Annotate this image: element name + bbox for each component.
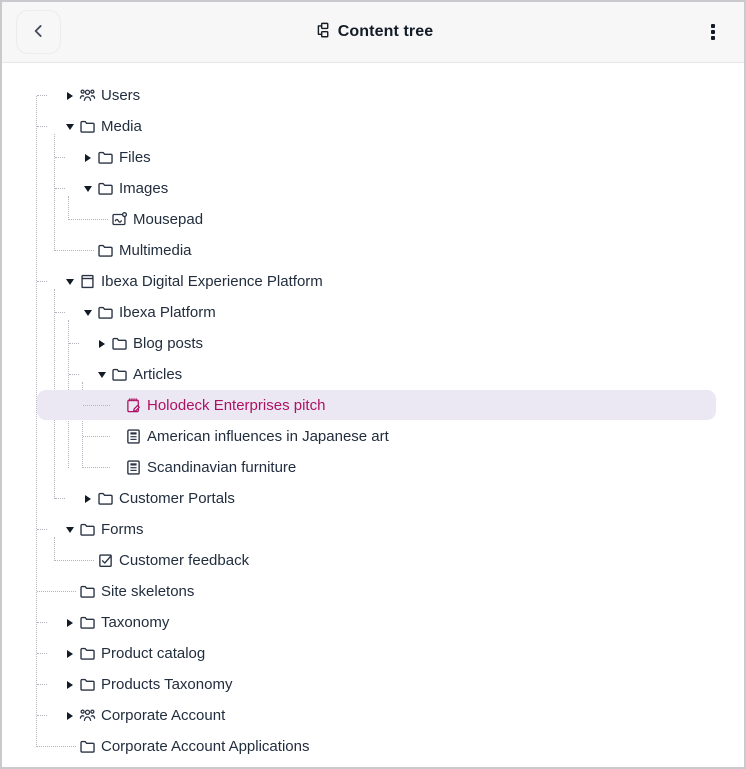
- collapse-toggle-icon[interactable]: [63, 120, 76, 133]
- tree-node: [36, 607, 716, 638]
- tree-item-multimedia[interactable]: [54, 235, 716, 266]
- tree-item-label: Files: [119, 149, 151, 166]
- folder-icon: [111, 366, 128, 383]
- tree-item-customer-feedback[interactable]: [54, 545, 716, 576]
- arrow-placeholder: [63, 740, 76, 753]
- tree-item-label: Corporate Account Applications: [101, 738, 310, 755]
- panel-header: [2, 2, 744, 63]
- collapse-toggle-icon[interactable]: [63, 523, 76, 536]
- tree-item-label: Ibexa Platform: [119, 304, 216, 321]
- tree-branch-list: [54, 142, 716, 266]
- tree-item-label: Articles: [133, 366, 183, 383]
- tree-item-ibexa-digital-experience-platform[interactable]: [36, 266, 716, 297]
- tree-branch-list: [68, 204, 716, 235]
- kebab-menu-icon: [711, 24, 715, 40]
- tree-item-label: American influences in Japanese art: [147, 428, 389, 445]
- tree-node: [36, 669, 716, 700]
- page-title: Content tree: [337, 23, 434, 40]
- tree-node: [54, 297, 716, 483]
- site-icon: [79, 273, 96, 290]
- tree-root-list: [36, 80, 716, 762]
- folder-icon: [79, 521, 96, 538]
- expand-toggle-icon[interactable]: [63, 678, 76, 691]
- article-icon: [125, 428, 142, 445]
- tree-item-label: Customer feedback: [119, 552, 250, 569]
- tree-item-holodeck-enterprises-pitch[interactable]: [82, 390, 716, 421]
- folder-icon: [97, 180, 114, 197]
- tree-item-label: Customer Portals: [119, 490, 235, 507]
- tree-node: [36, 266, 716, 514]
- tree-node: [36, 638, 716, 669]
- arrow-placeholder: [95, 213, 108, 226]
- tree-item-users[interactable]: [36, 80, 716, 111]
- tree-item-label: Taxonomy: [101, 614, 170, 631]
- article-icon: [125, 459, 142, 476]
- folder-icon: [111, 335, 128, 352]
- expand-toggle-icon[interactable]: [63, 616, 76, 629]
- tree-node: [54, 142, 716, 173]
- arrow-placeholder: [109, 461, 122, 474]
- tree-item-label: Images: [119, 180, 169, 197]
- tree-item-mousepad[interactable]: [68, 204, 716, 235]
- folder-icon: [79, 738, 96, 755]
- folder-icon: [97, 242, 114, 259]
- tree-item-site-skeletons[interactable]: [36, 576, 716, 607]
- collapse-toggle-icon[interactable]: [81, 182, 94, 195]
- tree-item-corporate-account[interactable]: [36, 700, 716, 731]
- expand-toggle-icon[interactable]: [81, 492, 94, 505]
- folder-icon: [79, 645, 96, 662]
- expand-toggle-icon[interactable]: [63, 647, 76, 660]
- tree-item-customer-portals[interactable]: [54, 483, 716, 514]
- users-icon: [79, 707, 96, 724]
- tree-node: [36, 514, 716, 576]
- expand-toggle-icon[interactable]: [63, 709, 76, 722]
- folder-icon: [97, 149, 114, 166]
- tree-node: [82, 452, 716, 483]
- tree-item-images[interactable]: [54, 173, 716, 204]
- arrow-placeholder: [81, 244, 94, 257]
- tree-node: [36, 700, 716, 731]
- content-tree-icon: [313, 21, 331, 44]
- kebab-menu-button[interactable]: [696, 15, 730, 49]
- tree-branch-list: [68, 328, 716, 483]
- expand-toggle-icon[interactable]: [63, 89, 76, 102]
- tree-node: [36, 111, 716, 266]
- panel-title: [2, 21, 744, 44]
- tree-item-label: Users: [101, 87, 141, 104]
- tree-item-label: Forms: [101, 521, 144, 538]
- tree-node: [68, 204, 716, 235]
- tree-item-label: Mousepad: [133, 211, 204, 228]
- tree-item-corporate-account-applications[interactable]: [36, 731, 716, 762]
- tree-branch-list: [54, 297, 716, 514]
- collapse-toggle-icon[interactable]: [63, 275, 76, 288]
- folder-icon: [79, 118, 96, 135]
- tree-item-label: Multimedia: [119, 242, 192, 259]
- tree-item-product-catalog[interactable]: [36, 638, 716, 669]
- folder-icon: [79, 614, 96, 631]
- folder-icon: [79, 583, 96, 600]
- folder-icon: [79, 676, 96, 693]
- tree-item-american-influences-in-japanese-art[interactable]: [82, 421, 716, 452]
- users-icon: [79, 87, 96, 104]
- arrow-placeholder: [63, 585, 76, 598]
- tree-item-blog-posts[interactable]: [68, 328, 716, 359]
- tree-node: [82, 390, 716, 421]
- expand-toggle-icon[interactable]: [81, 151, 94, 164]
- arrow-placeholder: [109, 399, 122, 412]
- arrow-placeholder: [81, 554, 94, 567]
- tree-item-files[interactable]: [54, 142, 716, 173]
- tree-node: [36, 731, 716, 762]
- tree-item-label: Scandinavian furniture: [147, 459, 297, 476]
- chevron-left-icon: [30, 22, 48, 43]
- tree-node: [54, 173, 716, 235]
- tree-item-label: Products Taxonomy: [101, 676, 233, 693]
- collapse-toggle-icon[interactable]: [81, 306, 94, 319]
- tree-item-label: Corporate Account: [101, 707, 226, 724]
- folder-icon: [97, 304, 114, 321]
- tree-node: [36, 576, 716, 607]
- content-tree: [2, 63, 744, 766]
- tree-node: [82, 421, 716, 452]
- tree-item-label: Product catalog: [101, 645, 206, 662]
- tree-item-taxonomy[interactable]: [36, 607, 716, 638]
- form-icon: [97, 552, 114, 569]
- tree-branch-list: [82, 390, 716, 483]
- expand-toggle-icon[interactable]: [95, 337, 108, 350]
- article-edit-icon: [125, 397, 142, 414]
- tree-item-label: Holodeck Enterprises pitch: [147, 397, 326, 414]
- tree-node: [54, 483, 716, 514]
- tree-branch-list: [54, 545, 716, 576]
- tree-node: [68, 328, 716, 359]
- tree-item-scandinavian-furniture[interactable]: [82, 452, 716, 483]
- tree-item-ibexa-platform[interactable]: [54, 297, 716, 328]
- arrow-placeholder: [109, 430, 122, 443]
- tree-item-media[interactable]: [36, 111, 716, 142]
- tree-item-label: Site skeletons: [101, 583, 195, 600]
- tree-node: [68, 359, 716, 483]
- image-icon: [111, 211, 128, 228]
- back-button[interactable]: [16, 10, 61, 54]
- tree-item-label: Media: [101, 118, 142, 135]
- tree-item-forms[interactable]: [36, 514, 716, 545]
- tree-node: [54, 545, 716, 576]
- tree-item-label: Blog posts: [133, 335, 204, 352]
- tree-item-products-taxonomy[interactable]: [36, 669, 716, 700]
- folder-icon: [97, 490, 114, 507]
- tree-node: [54, 235, 716, 266]
- tree-item-label: Ibexa Digital Experience Platform: [101, 273, 323, 290]
- tree-node: [36, 80, 716, 111]
- collapse-toggle-icon[interactable]: [95, 368, 108, 381]
- tree-item-articles[interactable]: [68, 359, 716, 390]
